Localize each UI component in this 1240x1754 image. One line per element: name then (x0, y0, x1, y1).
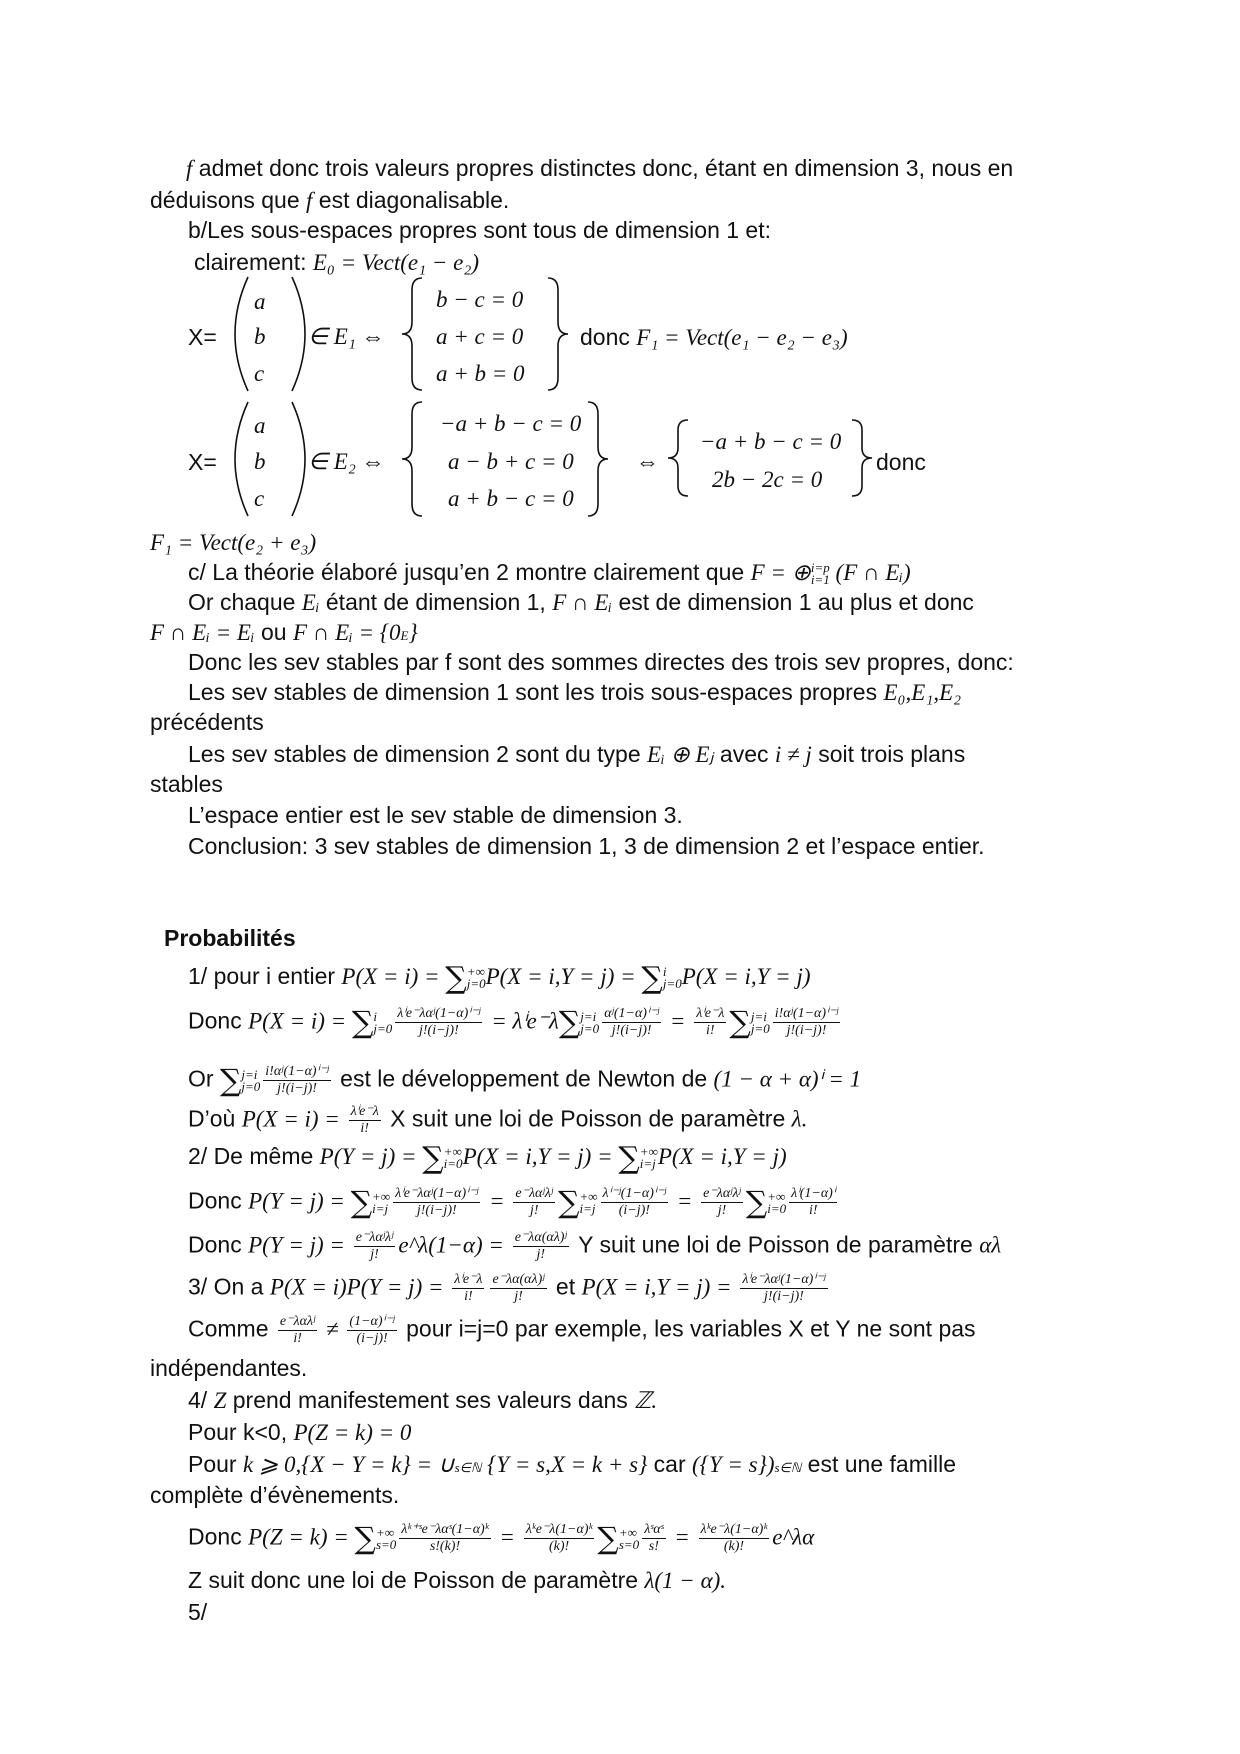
math-span: = (493, 1524, 521, 1550)
limit-sub: j=0 (466, 975, 486, 991)
vector-entry-b: b (254, 449, 266, 474)
text-line (188, 1186, 840, 1219)
math-span: P(X = i) = (241, 1106, 346, 1132)
equation: −a + b − c = 0 (700, 429, 842, 454)
fraction-num: i!αʲ(1−α)ⁱ⁻ʲ (265, 1064, 329, 1079)
math-span: αλ (979, 1232, 1002, 1258)
text-span: Conclusion: 3 sev stables de dimension 1, 3 de dimension 2 et l’espace entier. (188, 833, 985, 859)
text-line (186, 154, 1013, 183)
limit-sup: +∞ (579, 1188, 598, 1204)
sum-limits (375, 1524, 397, 1552)
fraction-num: λⁱe⁻λαʲ(1−α)ⁱ⁻ʲ (397, 1006, 481, 1021)
math-span: P(X = i)P(Y = j) = (269, 1274, 450, 1300)
fraction-den: s! (648, 1539, 659, 1554)
text-line (188, 961, 811, 996)
text-line (188, 1141, 787, 1176)
text-span: Y suit une loi de Poisson de paramètre (571, 1231, 980, 1258)
brace-right (548, 278, 568, 390)
math-intersection: (F ∩ Eᵢ) (829, 560, 911, 585)
sum-limits (443, 1143, 463, 1171)
fraction-num: λⁱe⁻λ (696, 1006, 725, 1021)
limit-sup: j=i (750, 1008, 767, 1024)
math-span: P(Y = j) = (248, 1232, 351, 1258)
fraction-den: i! (360, 1121, 369, 1136)
fraction-num: αʲ(1−α)ⁱ⁻ʲ (604, 1006, 660, 1021)
fraction-num: λⁱ⁻ʲ(1−α)ⁱ⁻ʲ (602, 1186, 667, 1201)
math-span: P(X = i) = (248, 1008, 352, 1034)
text-span: 1/ pour i entier (188, 963, 342, 989)
text-span: stables (150, 771, 223, 797)
text-span: 3/ On a (188, 1273, 270, 1300)
paren-left (235, 402, 248, 516)
text-span: Or (188, 1065, 220, 1092)
section-title: Probabilités (164, 925, 296, 951)
limit-sup: i (373, 1008, 377, 1024)
text-span: étant de dimension 1, (319, 589, 553, 615)
fraction (602, 1006, 661, 1039)
fraction (354, 1230, 396, 1263)
math-span: {Y = s,X = k + s} (481, 1452, 648, 1477)
math-span: P(Z = k) = (248, 1524, 355, 1550)
text-line (150, 708, 264, 736)
math-span: P(Y = j) = (248, 1188, 351, 1214)
fraction-num: e⁻λα(αλ)ʲ (492, 1272, 545, 1287)
limit-sup: j=i (580, 1008, 597, 1024)
belongs-e1: ∈ E₁ ⇔ (308, 324, 385, 349)
text-line (188, 1522, 814, 1555)
sum-symbol: ∑ (729, 1005, 751, 1041)
text-span: Les sev stables de dimension 2 sont du type (188, 741, 648, 767)
math-fe: F ∩ Eᵢ (552, 590, 613, 615)
math-span: ℤ. (634, 1388, 658, 1413)
brace-left (402, 402, 422, 516)
text-span: X suit une loi de Poisson de paramètre (383, 1105, 792, 1132)
brace-right (852, 420, 872, 496)
paren-left (235, 277, 248, 391)
math-f1: F₁ = Vect(e₂ + e₃) (150, 530, 317, 555)
text-span: car (647, 1451, 693, 1477)
math-span: P(X = i,Y = j) = (581, 1274, 738, 1300)
fraction-den: j!(i−j)! (416, 1203, 457, 1218)
sum-symbol: ∑ (597, 1521, 619, 1557)
fraction-num: e⁻λαʲλʲ (355, 1230, 394, 1245)
fraction (513, 1230, 569, 1263)
fraction-den: i! (706, 1023, 715, 1038)
text-span: Or chaque (188, 589, 302, 615)
fraction (513, 1186, 555, 1219)
text-line (188, 588, 974, 617)
text-line (150, 618, 418, 650)
text-span: pour i=j=0 par exemple, les variables X et Y ne sont pas (399, 1315, 976, 1342)
text-line (150, 186, 509, 215)
fraction-num: λˢαˢ (644, 1522, 664, 1537)
fraction-num: i!αʲ(1−α)ⁱ⁻ʲ (774, 1006, 839, 1021)
sum-symbol: ∑ (445, 961, 467, 996)
fraction-den: j!(i−j)! (418, 1023, 459, 1038)
brace-right (588, 402, 608, 516)
math-span: e^λ(1−α) (398, 1232, 483, 1258)
text-span: c/ La théorie élaboré jusqu’en 2 montre clairement que (188, 559, 751, 585)
sum-symbol: ∑ (350, 1185, 373, 1221)
limit-sub: s=0 (375, 1536, 397, 1552)
text-line (188, 1598, 207, 1626)
text-line (188, 1418, 411, 1447)
fraction-den: j! (529, 1203, 539, 1218)
oplus-limits (810, 559, 830, 587)
text-line (150, 770, 223, 798)
math-span: e^λα (772, 1524, 815, 1550)
limit-sub: i=j (579, 1200, 596, 1216)
math-eigenspaces: E₀,E₁,E₂ (883, 680, 962, 705)
math-span: P(X = i,Y = j) (657, 1144, 787, 1169)
text-span: complète d’évènements. (150, 1482, 400, 1508)
text-line (188, 1450, 956, 1482)
sum-symbol: ∑ (354, 1521, 376, 1557)
math-f1: F₁ = Vect(e₁ − e₂ − e₃) (636, 325, 848, 350)
math-span: Z (213, 1388, 227, 1413)
fraction-num: e⁻λαʲλʲ (703, 1186, 741, 1201)
text-span: Les sev stables de dimension 1 sont les trois sous-espaces propres (188, 679, 884, 705)
limit-sup: i=p (810, 559, 830, 575)
math-span: P(X = i) = (341, 964, 446, 989)
fraction-num: e⁻λα(αλ)ʲ (514, 1230, 567, 1245)
math-span: P(X = i,Y = j) = (485, 964, 642, 989)
equation: a − b + c = 0 (448, 449, 574, 474)
equation: a + b − c = 0 (448, 486, 574, 511)
text-span: est de dimension 1 au plus et donc (612, 589, 974, 615)
limit-sub: j=0 (750, 1020, 770, 1036)
fraction-den: j!(i−j)! (764, 1289, 804, 1304)
sum-limits (618, 1524, 640, 1552)
text-span: clairement: (194, 249, 313, 275)
math-span: = λⁱe⁻λ (485, 1008, 559, 1034)
text-span: admet donc trois valeurs propres distinctes donc, étant en dimension 3, nous en (192, 155, 1014, 181)
limit-sup: j=i (241, 1066, 258, 1082)
paren-right (292, 402, 305, 516)
text-span: Z suit donc une loi de Poisson de paramètre (188, 1567, 645, 1593)
math-span: ≠ (320, 1316, 345, 1342)
text-line (188, 1006, 843, 1039)
text-line (188, 216, 771, 244)
limit-sup: +∞ (443, 1143, 462, 1159)
fraction (524, 1522, 595, 1555)
fraction-den: (i−j)! (356, 1331, 388, 1346)
text-line (188, 1230, 1001, 1263)
fraction-num: λⁱe⁻λαʲ(1−α)ⁱ⁻ʲ (395, 1186, 479, 1201)
limit-sub: i=0 (767, 1200, 787, 1216)
text-line (188, 1386, 657, 1415)
math-span: = (671, 1188, 699, 1214)
math-fe: F ∩ Eᵢ = Eᵢ (150, 620, 255, 645)
text-span: est diagonalisable. (312, 187, 510, 213)
fraction (789, 1186, 837, 1219)
text-span: ou (254, 619, 293, 645)
fraction (701, 1186, 743, 1219)
text-span: Donc (188, 1523, 249, 1550)
text-line (188, 1104, 807, 1137)
x-label: X= (188, 324, 217, 350)
sum-symbol: ∑ (618, 1141, 640, 1176)
sum-limits (372, 1188, 391, 1216)
limit-sub: i=0 (443, 1155, 463, 1171)
equation: 2b − 2c = 0 (712, 467, 823, 492)
limit-sup: +∞ (639, 1143, 658, 1159)
equation: a + b = 0 (436, 361, 525, 386)
text-line (194, 248, 479, 277)
fraction-den: j!(i−j)! (277, 1081, 317, 1096)
fraction-den: j! (536, 1247, 546, 1262)
math-span: λ(1 − α). (644, 1568, 727, 1593)
fraction (694, 1006, 726, 1039)
text-line (188, 801, 683, 829)
fraction-num: λⁱe⁻λαʲ(1−α)ⁱ⁻ʲ (742, 1272, 826, 1287)
limit-sub: j=0 (373, 1020, 393, 1036)
text-line (150, 528, 316, 557)
limit-sub: i=j (372, 1200, 389, 1216)
text-span: Donc les sev stables par f sont des sommes directes des trois sev propres, donc: (188, 649, 1014, 675)
text-span: donc (580, 324, 637, 350)
text-line (188, 648, 1014, 676)
fraction-den: (i−j)! (618, 1203, 650, 1218)
limit-sup: +∞ (372, 1188, 391, 1204)
text-line (188, 678, 961, 707)
equation: −a + b − c = 0 (440, 411, 582, 436)
math-span: = (664, 1008, 692, 1034)
fraction-den: i! (293, 1331, 302, 1346)
fraction-num: e⁻λαλʲ (279, 1314, 316, 1329)
sum-symbol: ∑ (745, 1185, 768, 1221)
math-e0: E₀ = Vect(e₁ − e₂) (312, 250, 479, 275)
fraction (773, 1006, 841, 1039)
fraction (278, 1314, 317, 1347)
paren-right (292, 277, 305, 391)
math-f: f (306, 188, 313, 213)
sum-symbol: ∑ (351, 1005, 374, 1041)
fraction-den: j! (514, 1289, 523, 1304)
vector-entry-a: a (254, 289, 266, 314)
limit-sub: i=1 (810, 571, 830, 587)
text-span: soit trois plans (811, 741, 966, 767)
text-span: D’où (188, 1105, 242, 1132)
limit-sub: j=0 (580, 1020, 600, 1036)
text-span: est une famille (801, 1451, 956, 1477)
text-line (188, 1064, 861, 1097)
fraction-den: (k)! (723, 1539, 745, 1554)
brace-left (402, 278, 422, 390)
sum-limits (579, 1188, 598, 1216)
fraction (349, 1104, 381, 1137)
fraction (601, 1186, 669, 1219)
fraction-num: (1−α)ⁱ⁻ʲ (349, 1314, 395, 1329)
fraction-den: j!(i−j)! (786, 1023, 827, 1038)
fraction (399, 1522, 490, 1555)
math-span: (1 − α + α)ⁱ = 1 (713, 1066, 862, 1092)
limit-sub: i=j (639, 1155, 656, 1171)
math-span: = (483, 1188, 511, 1214)
limit-sup: i (662, 963, 667, 979)
math-ei: Eᵢ (301, 590, 320, 615)
math-brace: } (408, 620, 418, 645)
text-line (150, 1481, 399, 1509)
sum-limits (750, 1008, 770, 1036)
fraction-num: λᵏe⁻λ(1−α)ᵏ (700, 1522, 768, 1537)
sum-symbol: ∑ (558, 1005, 581, 1041)
text-line (188, 1272, 831, 1305)
belongs-e2: ∈ E₂ ⇔ (308, 449, 385, 474)
sum-symbol: ∑ (219, 1063, 242, 1099)
fraction (452, 1272, 484, 1305)
equivalence: ⇔ (636, 449, 659, 474)
sum-limits (466, 963, 486, 991)
fraction-num: λⁱ(1−α)ⁱ (791, 1186, 836, 1201)
math-span: P(X = i,Y = j) = (462, 1144, 619, 1169)
fraction (699, 1522, 770, 1555)
sum-symbol: ∑ (558, 1185, 580, 1221)
fraction (642, 1522, 665, 1555)
equation: a + c = 0 (436, 324, 524, 349)
fraction (490, 1272, 546, 1305)
subscript: s∈ℕ (454, 1460, 482, 1475)
fraction (395, 1006, 482, 1039)
text-span: précédents (150, 709, 264, 735)
limit-sup: +∞ (375, 1524, 394, 1540)
limit-sup: +∞ (618, 1524, 637, 1540)
text-span: 2/ De même (188, 1143, 320, 1169)
text-line (188, 1566, 726, 1595)
sum-limits (767, 1188, 787, 1216)
text-span: 4/ (188, 1387, 214, 1413)
text-span: Pour (188, 1451, 243, 1477)
fraction-num: λⁱe⁻λ (454, 1272, 483, 1287)
brace-left (668, 420, 688, 496)
limit-sub: j=0 (662, 975, 682, 991)
math-span: ({Y = s}) (692, 1452, 775, 1477)
limit-sup: +∞ (466, 963, 485, 979)
text-span: 5/ (188, 1599, 208, 1625)
math-direct-sum: Eᵢ ⊕ Eⱼ (647, 742, 714, 767)
fraction-num: λᵏe⁻λ(1−α)ᵏ (525, 1522, 593, 1537)
fraction (263, 1064, 331, 1097)
fraction (393, 1186, 480, 1219)
text-span: donc (876, 449, 926, 475)
sum-limits (639, 1143, 658, 1171)
vector-entry-c: c (254, 361, 265, 386)
text-line (188, 1314, 976, 1347)
sum-limits (373, 1008, 393, 1036)
limit-sub: j=0 (241, 1078, 261, 1094)
text-line (188, 558, 911, 587)
text-span: b/Les sous-espaces propres sont tous de dimension 1 et: (188, 217, 772, 243)
vector-entry-c: c (254, 486, 265, 511)
fraction-den: i! (808, 1203, 818, 1218)
sum-limits (241, 1066, 261, 1094)
vector-entry-b: b (254, 324, 266, 349)
subscript: E (400, 628, 409, 643)
sum-symbol: ∑ (641, 961, 663, 996)
text-span: Pour k<0, (188, 1419, 294, 1445)
fraction-den: j! (370, 1247, 379, 1262)
limit-sub: s=0 (618, 1536, 640, 1552)
sum-symbol: ∑ (422, 1141, 444, 1176)
text-span: indépendantes. (150, 1355, 308, 1381)
subscript: s∈ℕ (774, 1460, 802, 1475)
text-line (876, 448, 926, 476)
text-span: L’espace entier est le sev stable de dimension 3. (188, 802, 683, 828)
fraction-den: j! (717, 1203, 727, 1218)
math-span: k ⩾ 0,{X − Y = k} = ∪ (242, 1452, 455, 1477)
text-span: Donc (188, 1231, 249, 1258)
math-span: = (482, 1232, 510, 1258)
equation: b − c = 0 (436, 287, 524, 312)
text-span: prend manifestement ses valeurs dans (226, 1387, 635, 1413)
sum-limits (662, 963, 682, 991)
math-span: P(Y = j) = (319, 1144, 423, 1169)
math-condition: i ≠ j (774, 742, 812, 767)
math-fe: F ∩ Eᵢ = {0 (292, 620, 401, 645)
limit-sup: +∞ (767, 1188, 786, 1204)
fraction-den: i! (464, 1289, 473, 1304)
text-span: est le développement de Newton de (333, 1065, 714, 1092)
math-span: P(X = i,Y = j) (681, 964, 811, 989)
text-line (150, 1354, 307, 1382)
fraction-num: λⁱe⁻λ (350, 1104, 379, 1119)
text-span: Donc (188, 1007, 249, 1034)
text-line (580, 323, 848, 352)
fraction-num: λᵏ⁺ˢe⁻λαˢ(1−α)ᵏ (401, 1522, 489, 1537)
math-f: f (186, 156, 193, 181)
x-label: X= (188, 449, 217, 475)
text-span: Comme (188, 1315, 275, 1342)
fraction (740, 1272, 827, 1305)
vector-entry-a: a (254, 413, 266, 438)
fraction-den: s!(k)! (429, 1539, 461, 1554)
fraction-den: j!(i−j)! (611, 1023, 652, 1038)
fraction (347, 1314, 396, 1347)
text-span: déduisons que (150, 187, 307, 213)
text-line (188, 740, 965, 769)
math-span: P(Z = k) = 0 (293, 1420, 412, 1445)
sum-limits (580, 1008, 600, 1036)
fraction-num: e⁻λαʲλʲ (515, 1186, 554, 1201)
math-oplus: F = ⊕ (750, 560, 811, 585)
text-span: Donc (188, 1187, 249, 1214)
math-span: λ. (791, 1106, 808, 1132)
math-span: = (668, 1524, 696, 1550)
text-span: avec (713, 741, 775, 767)
text-span: et (549, 1273, 582, 1300)
text-line (188, 832, 985, 860)
fraction-den: (k)! (548, 1539, 570, 1554)
